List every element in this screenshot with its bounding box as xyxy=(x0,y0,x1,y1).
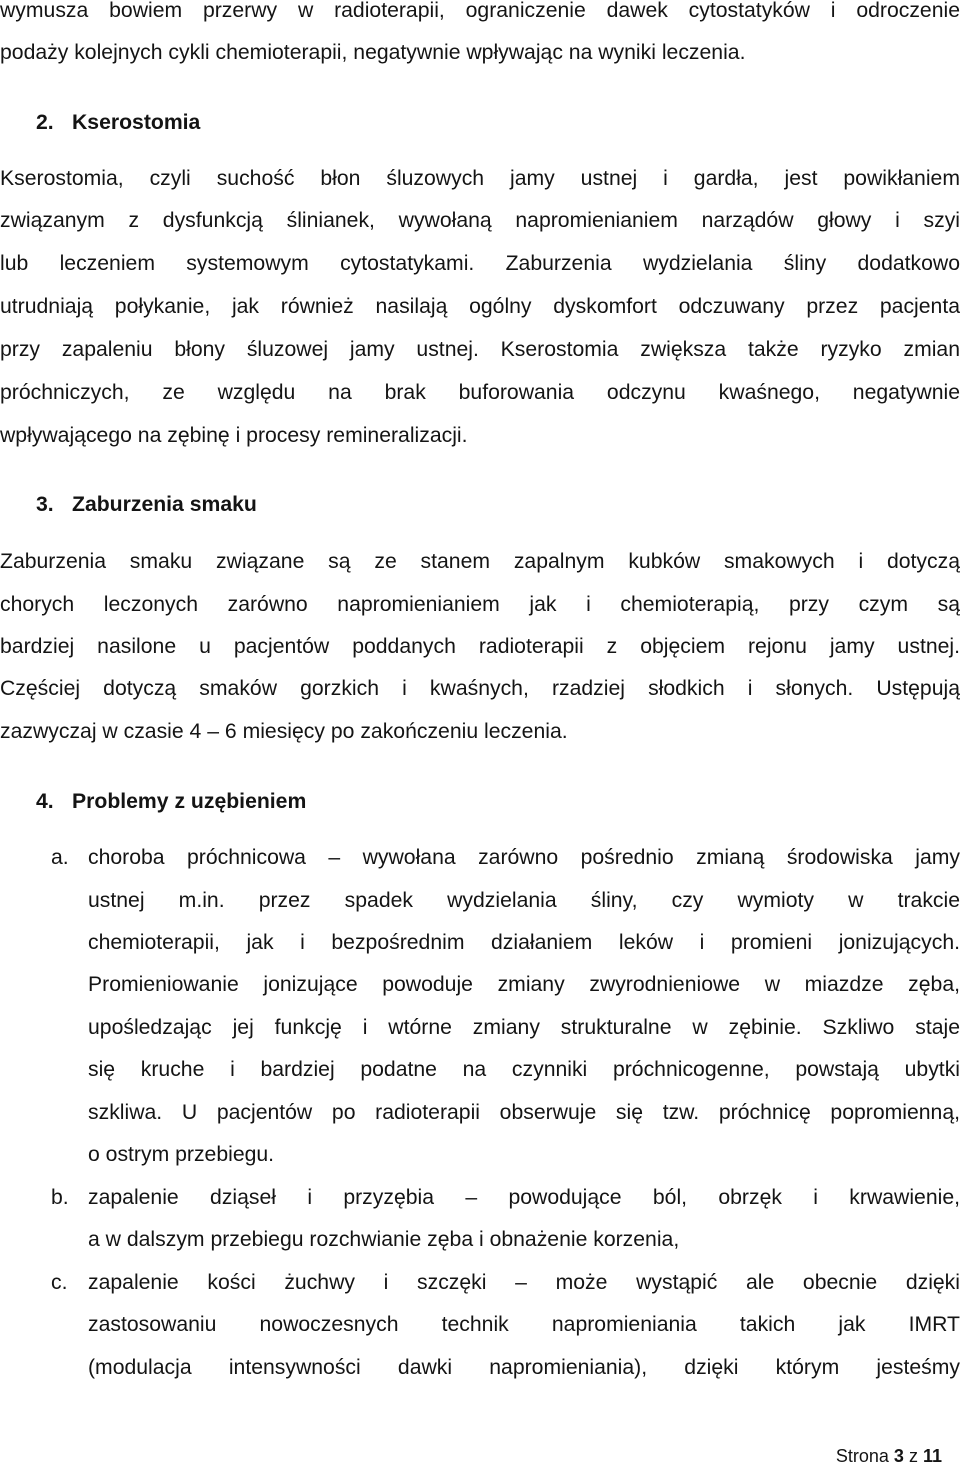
list-item-line: się kruche i bardziej podatne na czynniki próchnicogenne, powstają ubytki xyxy=(88,1058,960,1081)
list-item-line: (modulacja intensywności dawki napromieniania), dzięki którym jesteśmy xyxy=(88,1356,960,1379)
list-item-line: o ostrym przebiegu. xyxy=(88,1143,275,1166)
paragraph-line: przy zapaleniu błony śluzowej jamy ustnej. Kserostomia zwiększa także ryzyko zmian xyxy=(0,338,960,361)
paragraph-line: związanym z dysfunkcją ślinianek, wywołaną napromienianiem narządów głowy i szyi xyxy=(0,209,960,232)
section-heading-2 xyxy=(36,102,960,144)
page-number-footer xyxy=(836,1444,942,1468)
paragraph-line: chorych leczonych zarówno napromienianiem jak i chemioterapią, przy czym są xyxy=(0,593,960,616)
paragraph-line: wpływającego na zębinę i procesy remineralizacji. xyxy=(0,424,468,447)
list-item-line: chemioterapii, jak i bezpośrednim działaniem leków i promieni jonizujących. xyxy=(88,931,960,954)
section-title: Zaburzenia smaku xyxy=(72,493,257,516)
list-item-line: choroba próchnicowa – wywołana zarówno pośrednio zmianą środowiska jamy xyxy=(88,846,960,869)
paragraph-line: wymusza bowiem przerwy w radioterapii, ograniczenie dawek cytostatyków i odroczenie xyxy=(0,0,960,22)
list-item-line: szkliwa. U pacjentów po radioterapii obserwuje się tzw. próchnicę popromienną, xyxy=(88,1101,960,1124)
list-item-line: upośledzając jej funkcję i wtórne zmiany strukturalne w zębinie. Szkliwo staje xyxy=(88,1016,960,1039)
section-number: 3. xyxy=(36,493,54,516)
section-title: Problemy z uzębieniem xyxy=(72,790,307,813)
list-item-line: zapalenie dziąseł i przyzębia – powodujące ból, obrzęk i krwawienie, xyxy=(88,1186,960,1209)
page-of: z xyxy=(908,1446,918,1466)
paragraph-line: utrudniają połykanie, jak również nasilają ogólny dyskomfort odczuwany przez pacjenta xyxy=(0,295,960,318)
page-total: 11 xyxy=(922,1446,942,1466)
page-label: Strona xyxy=(835,1446,889,1466)
list-marker: a. xyxy=(51,846,69,869)
paragraph-line: Zaburzenia smaku związane są ze stanem zapalnym kubków smakowych i dotyczą xyxy=(0,550,960,573)
section-number: 2. xyxy=(36,111,54,134)
list-item-line: zastosowaniu nowoczesnych technik napromieniania takich jak IMRT xyxy=(88,1313,960,1336)
page-current: 3 xyxy=(893,1446,904,1466)
list-item-line: ustnej m.in. przez spadek wydzielania śliny, czy wymioty w trakcie xyxy=(88,889,960,912)
list-item-line: Promieniowanie jonizujące powoduje zmiany zwyrodnieniowe w miazdze zęba, xyxy=(88,973,960,996)
list-marker: b. xyxy=(51,1186,69,1209)
section-heading-4 xyxy=(36,781,960,823)
paragraph-line: próchniczych, ze względu na brak buforowania odczynu kwaśnego, negatywnie xyxy=(0,381,960,404)
section-heading-3 xyxy=(36,484,960,526)
paragraph-line: Kserostomia, czyli suchość błon śluzowych jamy ustnej i gardła, jest powikłaniem xyxy=(0,167,960,190)
paragraph-line: podaży kolejnych cykli chemioterapii, negatywnie wpływając na wyniki leczenia. xyxy=(0,41,746,64)
section-number: 4. xyxy=(36,790,54,813)
paragraph-line: zazwyczaj w czasie 4 – 6 miesięcy po zakończeniu leczenia. xyxy=(0,720,568,743)
section-title: Kserostomia xyxy=(72,111,201,134)
paragraph-line: bardziej nasilone u pacjentów poddanych radioterapii z objęciem rejonu jamy ustnej. xyxy=(0,635,960,658)
list-item-line: a w dalszym przebiegu rozchwianie zęba i obnażenie korzenia, xyxy=(88,1228,680,1251)
paragraph-line: Częściej dotyczą smaków gorzkich i kwaśnych, rzadziej słodkich i słonych. Ustępują xyxy=(0,677,960,700)
list-marker: c. xyxy=(51,1271,68,1294)
paragraph-line: lub leczeniem systemowym cytostatykami. Zaburzenia wydzielania śliny dodatkowo xyxy=(0,252,960,275)
list-item-line: zapalenie kości żuchwy i szczęki – może wystąpić ale obecnie dzięki xyxy=(88,1271,960,1294)
